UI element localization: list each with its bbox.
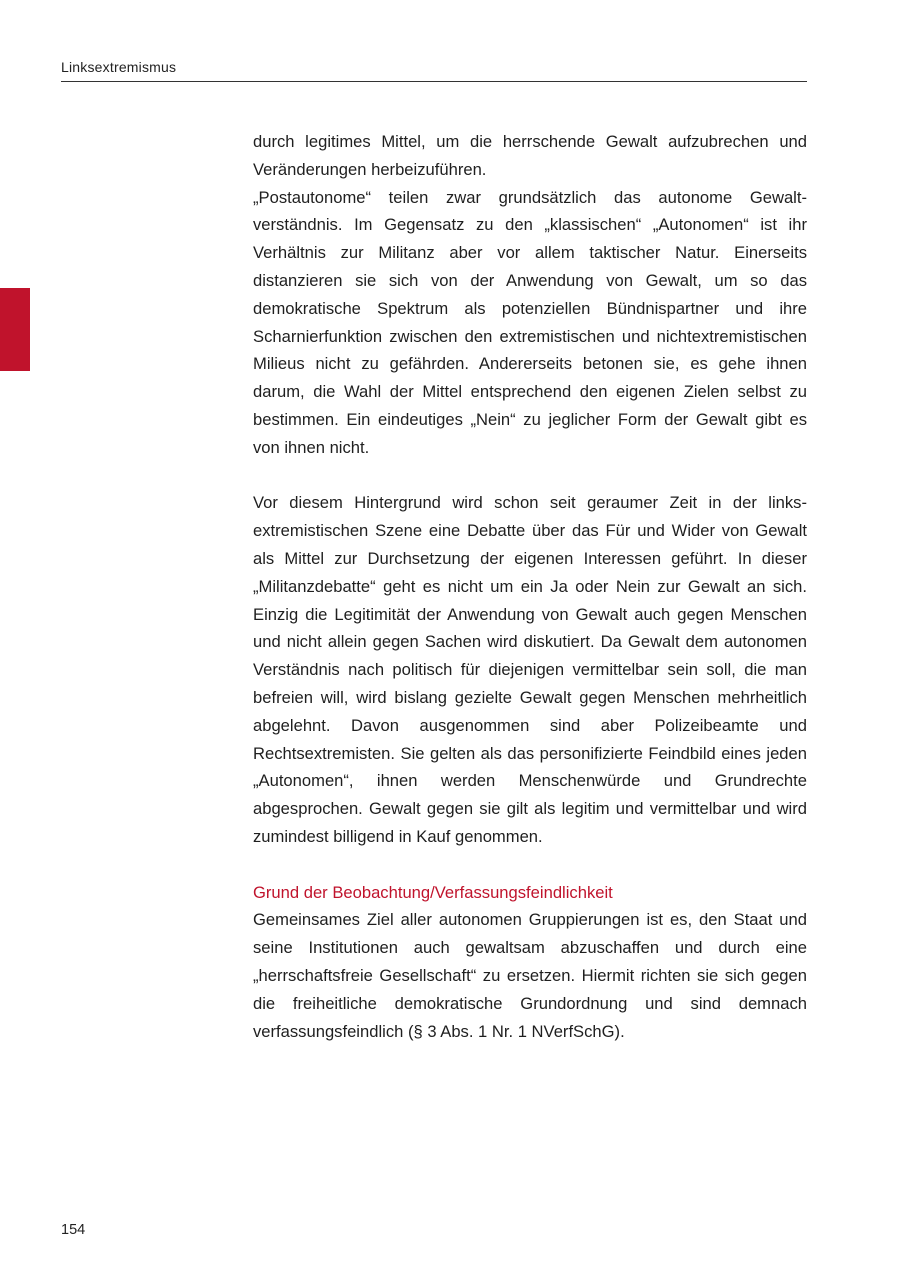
section-heading: Grund der Beobachtung/Verfassungsfeindlichkeit — [253, 882, 613, 902]
paragraph-continuation: durch legitimes Mittel, um die herrschende Gewalt aufzubrechen und Veränderungen herbeizuführen. — [253, 132, 807, 179]
running-header: Linksextremismus — [61, 59, 177, 75]
page-number: 154 — [61, 1222, 86, 1238]
paragraph-militanzdebatte: Vor diesem Hintergrund wird schon seit geraumer Zeit in der linksextremistischen Szene eine Debatte über das Für und Wider von Gewalt als Mittel zur Durchsetzung der eigenen Interessen geführt. In dieser „Militanzdebatte“ geht es nicht um ein Ja oder Nein zur Gewalt an sich. Einzig die Legitimität der Anwendung von Gewalt auch gegen Menschen und nicht allein gegen Sachen wird diskutiert. Da Gewalt dem autonomen Verständnis nach politisch für diejenigen vermittelbar sein soll, die man befreien will, wird bislang gezielte Gewalt gegen Menschen mehrheitlich abgelehnt. Davon ausgenommen sind aber Polizeibeamte und Rechtsextremisten. Sie gelten als das personifizierte Feindbild eines jeden „Autonomen“, ihnen werden Menschenwürde und Grundrechte abgesprochen. Gewalt gegen sie gilt als legitim und vermittelbar und wird zumindest billigend in Kauf genommen. — [253, 493, 807, 846]
paragraph-postautonome: „Postautonome“ teilen zwar grundsätzlich das autonome Gewaltverständnis. Im Gegensatz zu den „klassischen“ „Autonomen“ ist ihr Verhältnis zur Militanz aber vor allem taktischer Natur. Einerseits distanzieren sie sich von der Anwendung von Gewalt, um so das demokratische Spektrum als potenziellen Bündnispartner und ihre Scharnierfunktion zwischen den extremistischen und nichtextremistischen Milieus nicht zu gefährden. Andererseits betonen sie, es gehe ihnen darum, die Wahl der Mittel entsprechend den eigenen Zielen selbst zu bestimmen. Ein eindeutiges „Nein“ zu jeglicher Form der Gewalt gibt es von ihnen nicht. — [253, 187, 807, 457]
header-rule — [61, 81, 807, 82]
chapter-tab-marker — [0, 288, 30, 371]
paragraph-verfassungsfeindlichkeit: Gemeinsames Ziel aller autonomen Gruppierungen ist es, den Staat und seine Institutionen auch gewaltsam abzuschaffen und durch eine „herrschaftsfreie Gesellschaft“ zu ersetzen. Hiermit richten sie sich gegen die freiheitliche demokratische Grundordnung und sind demnach verfassungsfeindlich (§ 3 Abs. 1 Nr. 1 NVerfSchG). — [253, 910, 807, 1041]
main-text — [253, 128, 807, 1045]
